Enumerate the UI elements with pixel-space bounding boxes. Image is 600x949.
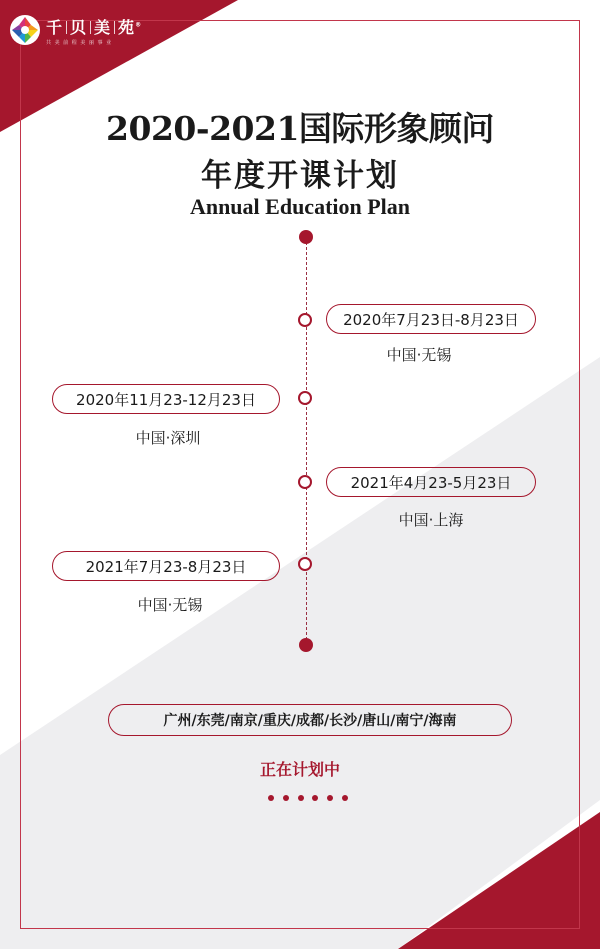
timeline-location: 中国·深圳 xyxy=(135,429,201,447)
timeline-location: 中国·无锡 xyxy=(137,596,203,614)
timeline-date-pill: 2021年7月23-8月23日 xyxy=(52,551,280,581)
timeline-date-pill: 2020年11月23-12月23日 xyxy=(52,384,280,414)
timeline-dashed-line xyxy=(306,237,307,645)
timeline-location: 中国·上海 xyxy=(398,511,464,529)
timeline-date-pill: 2020年7月23日-8月23日 xyxy=(326,304,536,334)
timeline-end-dot xyxy=(299,638,313,652)
timeline-node xyxy=(298,475,312,489)
planning-status: 正在计划中 xyxy=(259,760,340,779)
decorative-dots xyxy=(268,795,348,803)
timeline-location: 中国·无锡 xyxy=(386,346,452,364)
timeline-node xyxy=(298,557,312,571)
page-subtitle-english: Annual Education Plan xyxy=(189,194,411,219)
page-title-line2: 年度开课计划 xyxy=(201,158,399,194)
multicolor-diamond-logo-icon xyxy=(8,13,42,47)
brand-logo xyxy=(8,10,142,50)
brand-slogan: 共 美 前 程 美 丽 事 业 xyxy=(46,39,113,46)
planned-cities-list: 广州/东莞/南京/重庆/成都/长沙/唐山/南宁/海南 xyxy=(108,704,512,736)
timeline-node xyxy=(298,391,312,405)
timeline-start-dot xyxy=(299,230,313,244)
timeline-node xyxy=(298,313,312,327)
timeline-date-pill: 2021年4月23-5月23日 xyxy=(326,467,536,497)
page-title-line1: 2020-2021国际形象顾问 xyxy=(106,109,494,148)
brand-name: 千 贝 美 苑® xyxy=(46,17,143,37)
